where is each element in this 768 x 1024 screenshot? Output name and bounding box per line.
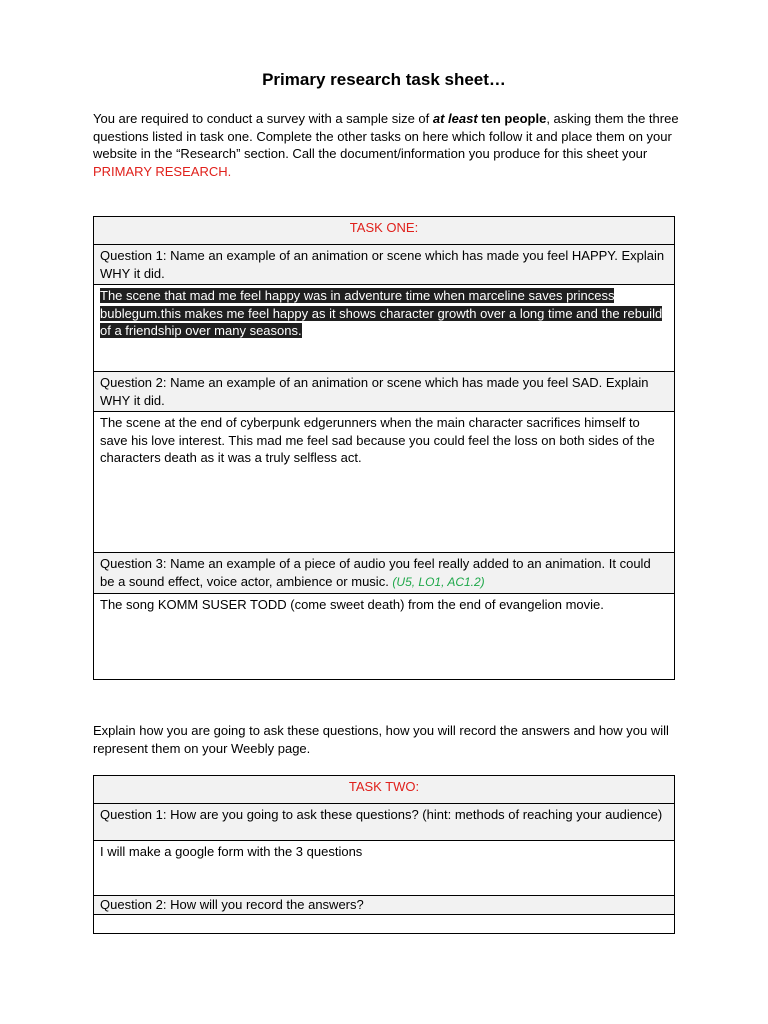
task-two-answer-1[interactable]: I will make a google form with the 3 questions — [94, 841, 675, 896]
task-one-question-1: Question 1: Name an example of an animation or scene which has made you feel HAPPY. Explain WHY it did. — [94, 245, 675, 285]
task-one-answer-3[interactable]: The song KOMM SUSER TODD (come sweet death) from the end of evangelion movie. — [94, 594, 675, 680]
task-one-answer-1-cell[interactable] — [94, 285, 675, 372]
task-one-question-2: Question 2: Name an example of an animation or scene which has made you feel SAD. Explain WHY it did. — [94, 372, 675, 412]
task-one-question-3: Question 3: Name an example of a piece of audio you feel really added to an animation. It could be a sound effect, voice actor, ambience or music. — [100, 556, 651, 589]
intro-at-least: at least — [432, 111, 478, 126]
intro-text-1: You are required to conduct a survey with a sample size of — [93, 111, 433, 126]
task-two-answer-2[interactable] — [94, 915, 675, 934]
task-one-answer-1: The scene that mad me feel happy was in adventure time when marceline saves princess bublegum.this makes me feel happy as it shows character growth over a long time and the rebuild of a friendship over many seasons. — [100, 288, 663, 338]
task-two-table — [93, 775, 675, 934]
task-one-question-3-cell — [94, 553, 675, 594]
explain-paragraph: Explain how you are going to ask these questions, how you will record the answers and how you will represent them on your Weebly page. — [93, 723, 669, 756]
page-title: Primary research task sheet… — [262, 70, 506, 89]
task-one-header: TASK ONE: — [94, 217, 675, 245]
task-two-question-2: Question 2: How will you record the answers? — [94, 896, 675, 915]
intro-ten-people: ten people — [477, 111, 547, 126]
task-two-question-1: Question 1: How are you going to ask these questions? (hint: methods of reaching your audience) — [94, 804, 675, 841]
task-one-table — [93, 216, 675, 680]
intro-paragraph — [93, 110, 683, 180]
task-one-question-3-reference: (U5, LO1, AC1.2) — [392, 574, 485, 589]
intro-text-2: , asking them the three questions listed in task one. Complete the other tasks on here which follow it and place them on your website in the “Research” section. Call the document/information you produce for this sheet your — [93, 111, 679, 162]
task-one-answer-2[interactable]: The scene at the end of cyberpunk edgerunners when the main character sacrifices himself to save his love interest. This mad me feel sad because you could feel the loss on both sides of the characters death as it was a truly selfless act. — [94, 412, 675, 553]
task-two-header: TASK TWO: — [94, 776, 675, 804]
primary-research-label: PRIMARY RESEARCH. — [93, 163, 232, 179]
